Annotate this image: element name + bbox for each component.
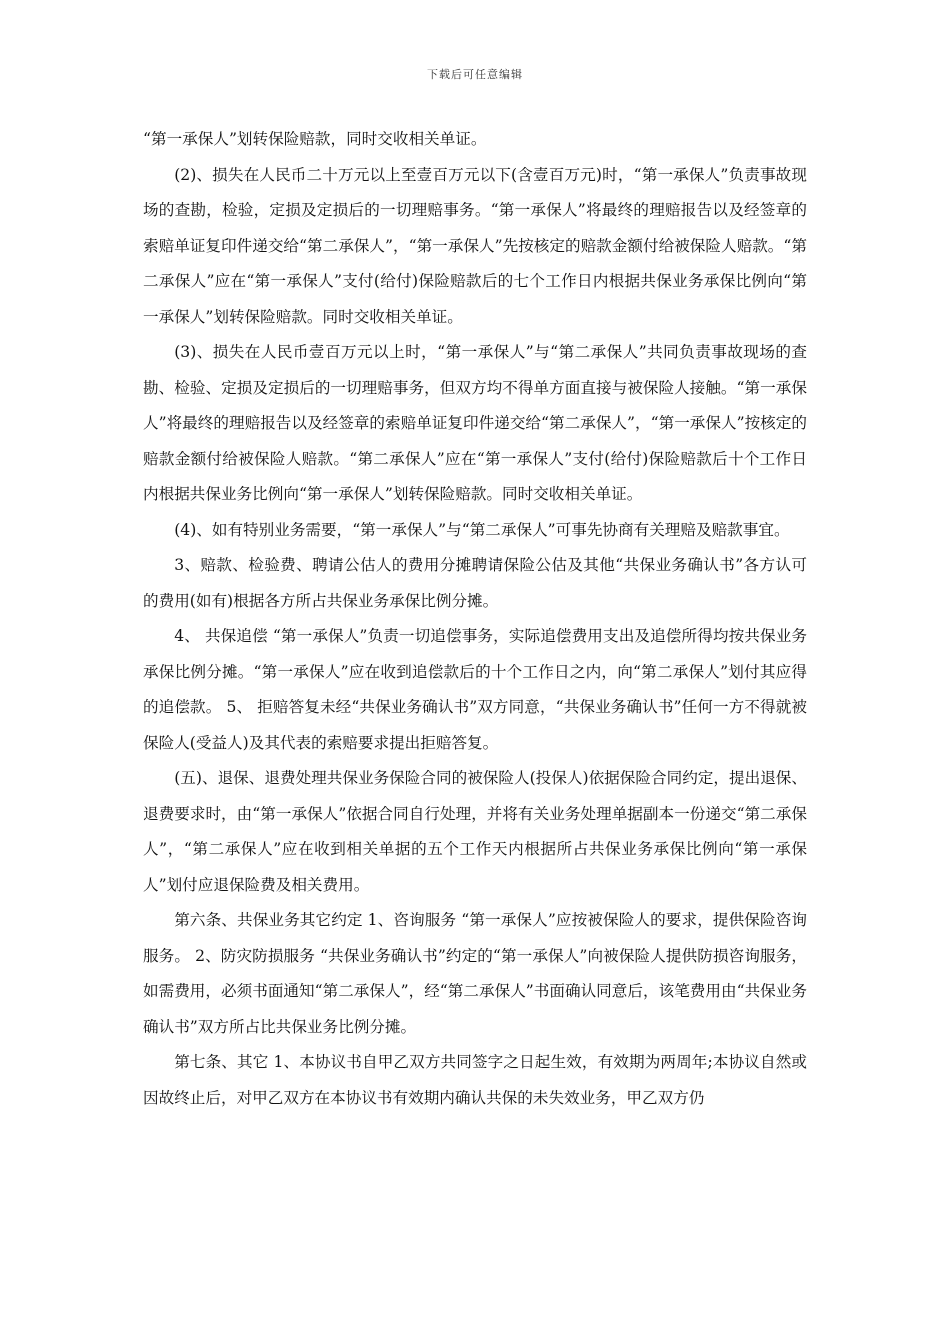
paragraph-continuation: “第一承保人”划转保险赔款，同时交收相关单证。	[143, 130, 487, 148]
document-body	[143, 122, 807, 1116]
paragraph-section-5: (五)、退保、退费处理共保业务保险合同的被保险人(投保人)依据保险合同约定，提出退保、退费要求时，由“第一承保人”依据合同自行处理，并将有关业务处理单据副本一份递交“第二承保人”，“第二承保人”应在收到相关单据的五个工作天内根据所占共保业务承保比例向“第一承保人”划付应退保险费及相关费用。	[143, 769, 807, 894]
paragraph-clause-2: (2)、损失在人民币二十万元以上至壹百万元以下(含壹百万元)时，“第一承保人”负责事故现场的查勘，检验，定损及定损后的一切理赔事务。“第一承保人”将最终的理赔报告以及经签章的索赔单证复印件递交给“第二承保人”，“第一承保人”先按核定的赔款金额付给被保险人赔款。“第二承保人”应在“第一承保人”支付(给付)保险赔款后的七个工作日内根据共保业务承保比例向“第一承保人”划转保险赔款。同时交收相关单证。	[143, 165, 807, 326]
paragraph-article-6: 第六条、共保业务其它约定 1、咨询服务 “第一承保人”应按被保险人的要求，提供保险咨询服务。 2、防灾防损服务 “共保业务确认书”约定的“第一承保人”向被保险人提供防损咨询服务，如需费用，必须书面通知“第二承保人”，经“第二承保人”书面确认同意后，该笔费用由“共保业务确认书”双方所占比共保业务比例分摊。	[143, 911, 807, 1036]
paragraph-clause-4: (4)、如有特别业务需要，“第一承保人”与“第二承保人”可事先协商有关理赔及赔款事宜。	[174, 520, 790, 539]
page-header: 下载后可任意编辑	[427, 68, 523, 81]
paragraph-item-3: 3、赔款、检验费、聘请公估人的费用分摊聘请保险公估及其他“共保业务确认书”各方认可的费用(如有)根据各方所占共保业务承保比例分摊。	[143, 556, 807, 610]
paragraph-item-4-5: 4、 共保追偿 “第一承保人”负责一切追偿事务，实际追偿费用支出及追偿所得均按共保业务承保比例分摊。“第一承保人”应在收到追偿款后的十个工作日之内，向“第二承保人”划付其应得的追偿款。 5、 拒赔答复未经“共保业务确认书”双方同意，“共保业务确认书”任何一方不得就被保险人(受益人)及其代表的索赔要求提出拒赔答复。	[143, 627, 807, 752]
paragraph-clause-3: (3)、损失在人民币壹百万元以上时，“第一承保人”与“第二承保人”共同负责事故现场的查勘、检验、定损及定损后的一切理赔事务，但双方均不得单方面直接与被保险人接触。“第一承保人”将最终的理赔报告以及经签章的索赔单证复印件递交给“第二承保人”，“第一承保人”按核定的赔款金额付给被保险人赔款。“第二承保人”应在“第一承保人”支付(给付)保险赔款后十个工作日内根据共保业务比例向“第一承保人”划转保险赔款。同时交收相关单证。	[143, 343, 807, 503]
paragraph-article-7: 第七条、其它 1、本协议书自甲乙双方共同签字之日起生效，有效期为两周年;本协议自然或因故终止后，对甲乙双方在本协议书有效期内确认共保的未失效业务，甲乙双方仍	[143, 1053, 807, 1107]
